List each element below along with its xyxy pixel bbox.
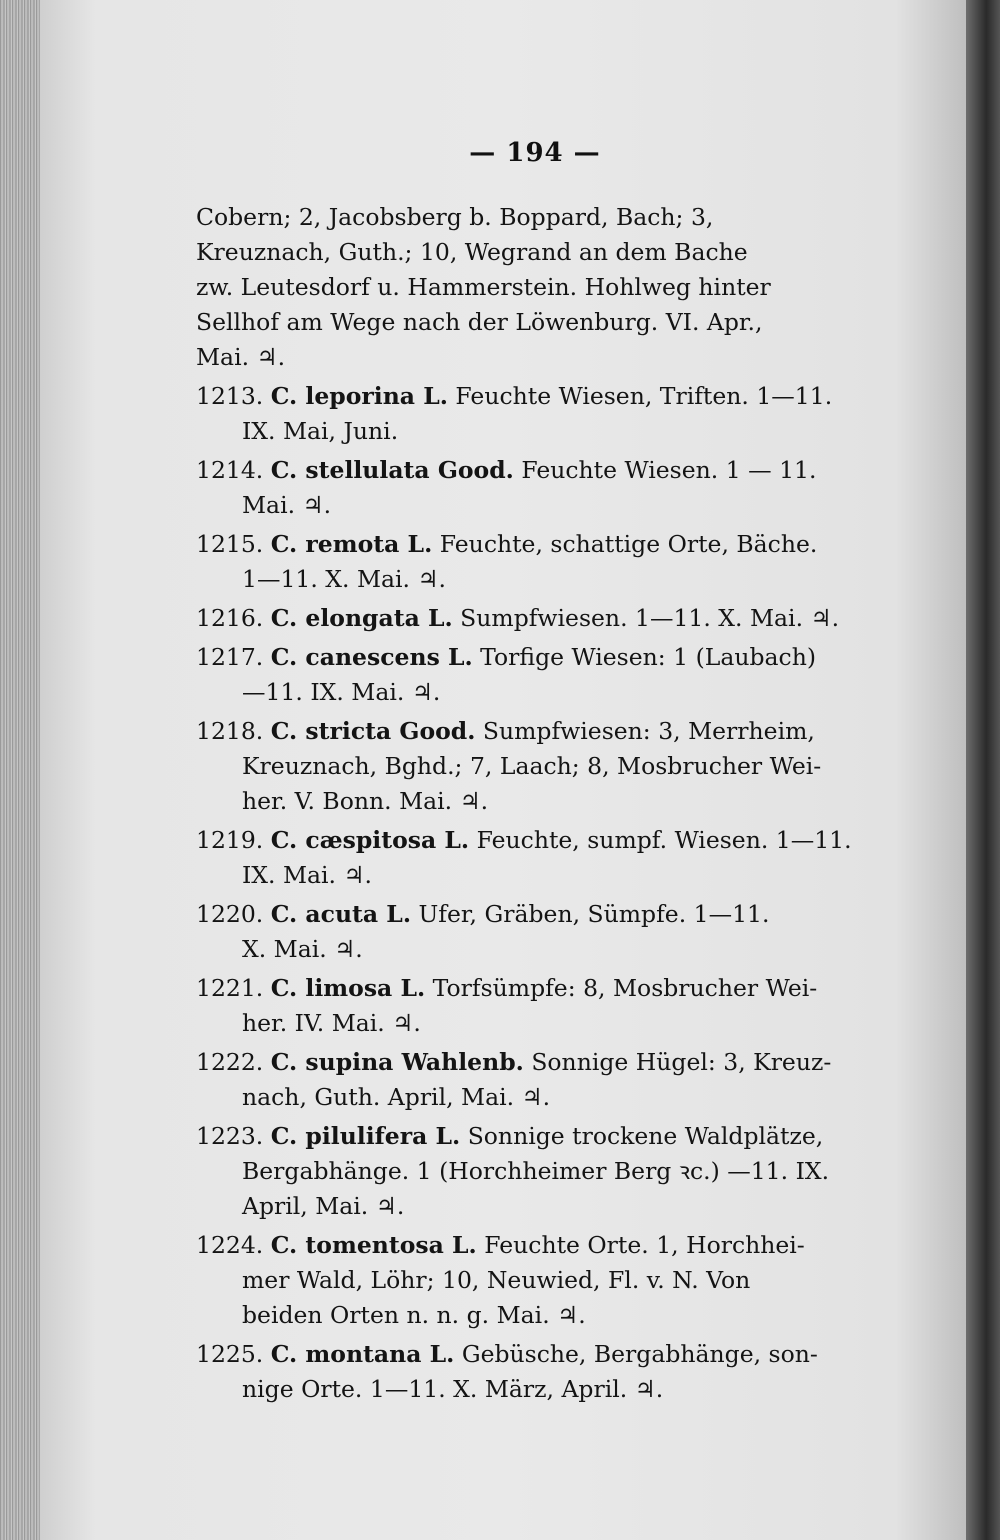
entry-number: 1225. — [196, 1340, 264, 1368]
entry-first-line — [196, 379, 896, 414]
entry-continuation-line: 1—11. X. Mai. ♃. — [242, 565, 447, 593]
page-body — [196, 200, 896, 1411]
intro-line: Mai. ♃. — [196, 343, 286, 371]
species-entry — [196, 453, 896, 523]
intro-line: zw. Leutesdorf u. Hammerstein. Hohlweg hinter — [196, 273, 771, 301]
entry-continuation-line: nige Orte. 1—11. X. März, April. ♃. — [242, 1375, 664, 1403]
species-entry — [196, 714, 896, 819]
entry-text: Feuchte, sumpf. Wiesen. 1—11. — [476, 826, 852, 854]
entry-continuation-line: April, Mai. ♃. — [242, 1192, 405, 1220]
species-name: C. tomentosa L. — [270, 1231, 477, 1259]
page-number: — 194 — — [469, 138, 601, 168]
entry-text: Feuchte Wiesen. 1 — 11. — [521, 456, 817, 484]
species-entries — [196, 379, 896, 1407]
entry-first-line — [196, 601, 896, 636]
species-name: C. limosa L. — [270, 974, 426, 1002]
entry-first-line — [196, 971, 896, 1006]
entry-continuation-line: —11. IX. Mai. ♃. — [242, 678, 441, 706]
species-name: C. supina Wahlenb. — [270, 1048, 524, 1076]
entry-continuation-line: X. Mai. ♃. — [242, 935, 363, 963]
entry-first-line — [196, 1228, 896, 1263]
book-gutter — [966, 0, 1000, 1540]
species-entry — [196, 379, 896, 449]
intro-line: Sellhof am Wege nach der Löwenburg. VI. Apr., — [196, 308, 763, 336]
species-entry — [196, 527, 896, 597]
entry-continuation-line: IX. Mai. ♃. — [242, 861, 373, 889]
species-name: C. canescens L. — [270, 643, 473, 671]
entry-number: 1221. — [196, 974, 264, 1002]
entry-number: 1223. — [196, 1122, 264, 1150]
entry-text: Torfsümpfe: 8, Mosbrucher Wei- — [432, 974, 818, 1002]
species-entry — [196, 823, 896, 893]
species-entry — [196, 1337, 896, 1407]
entry-number: 1213. — [196, 382, 264, 410]
species-entry — [196, 897, 896, 967]
entry-number: 1216. — [196, 604, 264, 632]
species-name: C. acuta L. — [270, 900, 412, 928]
species-name: C. stricta Good. — [270, 717, 476, 745]
entry-text: Feuchte, schattige Orte, Bäche. — [439, 530, 818, 558]
entry-number: 1217. — [196, 643, 264, 671]
entry-text: Gebüsche, Bergabhänge, son- — [461, 1340, 818, 1368]
entry-first-line — [196, 1337, 896, 1372]
species-name: C. leporina L. — [270, 382, 448, 410]
entry-text: Sonnige Hügel: 3, Kreuz- — [531, 1048, 832, 1076]
entry-first-line — [196, 1045, 896, 1080]
entry-text: Feuchte Wiesen, Triften. 1—11. — [455, 382, 833, 410]
species-entry — [196, 601, 896, 636]
entry-number: 1218. — [196, 717, 264, 745]
entry-text: Ufer, Gräben, Sümpfe. 1—11. — [418, 900, 770, 928]
entry-text: Sumpfwiesen: 3, Merrheim, — [482, 717, 815, 745]
species-entry — [196, 1119, 896, 1224]
species-entry — [196, 640, 896, 710]
book-fore-edge — [0, 0, 44, 1540]
entry-number: 1214. — [196, 456, 264, 484]
species-name: C. pilulifera L. — [270, 1122, 461, 1150]
entry-text: Sonnige trockene Waldplätze, — [467, 1122, 824, 1150]
entry-continuation-line: Mai. ♃. — [242, 491, 332, 519]
entry-continuation-line: her. IV. Mai. ♃. — [242, 1009, 421, 1037]
intro-line: Kreuznach, Guth.; 10, Wegrand an dem Bache — [196, 238, 748, 266]
species-entry — [196, 1228, 896, 1333]
entry-first-line — [196, 823, 896, 858]
species-name: C. elongata L. — [270, 604, 453, 632]
species-name: C. stellulata Good. — [270, 456, 514, 484]
species-entry — [196, 971, 896, 1041]
entry-text: Feuchte Orte. 1, Horchhei- — [484, 1231, 805, 1259]
entry-number: 1222. — [196, 1048, 264, 1076]
entry-first-line — [196, 527, 896, 562]
entry-first-line — [196, 453, 896, 488]
entry-continuation-line: Bergabhänge. 1 (Horchheimer Berg ꝛc.) —11. IX. — [242, 1157, 830, 1185]
entry-continuation-line: mer Wald, Löhr; 10, Neuwied, Fl. v. N. Von — [242, 1266, 751, 1294]
entry-continuation-line: beiden Orten n. n. g. Mai. ♃. — [242, 1301, 586, 1329]
entry-number: 1224. — [196, 1231, 264, 1259]
entry-first-line — [196, 897, 896, 932]
entry-continuation-line: her. V. Bonn. Mai. ♃. — [242, 787, 489, 815]
entry-number: 1215. — [196, 530, 264, 558]
entry-first-line — [196, 1119, 896, 1154]
entry-continuation-line: IX. Mai, Juni. — [242, 417, 399, 445]
entry-text: Sumpfwiesen. 1—11. X. Mai. ♃. — [460, 604, 840, 632]
entry-text: Torfige Wiesen: 1 (Laubach) — [480, 643, 817, 671]
entry-continuation-line: Kreuznach, Bghd.; 7, Laach; 8, Mosbrucher Wei- — [242, 752, 822, 780]
entry-continuation-line: nach, Guth. April, Mai. ♃. — [242, 1083, 551, 1111]
entry-first-line — [196, 714, 896, 749]
entry-number: 1219. — [196, 826, 264, 854]
species-name: C. remota L. — [270, 530, 433, 558]
species-entry — [196, 1045, 896, 1115]
species-name: C. cæspitosa L. — [270, 826, 470, 854]
intro-paragraph — [196, 200, 896, 375]
entry-number: 1220. — [196, 900, 264, 928]
species-name: C. montana L. — [270, 1340, 455, 1368]
entry-first-line — [196, 640, 896, 675]
intro-line: Cobern; 2, Jacobsberg b. Boppard, Bach; 3, — [196, 203, 714, 231]
